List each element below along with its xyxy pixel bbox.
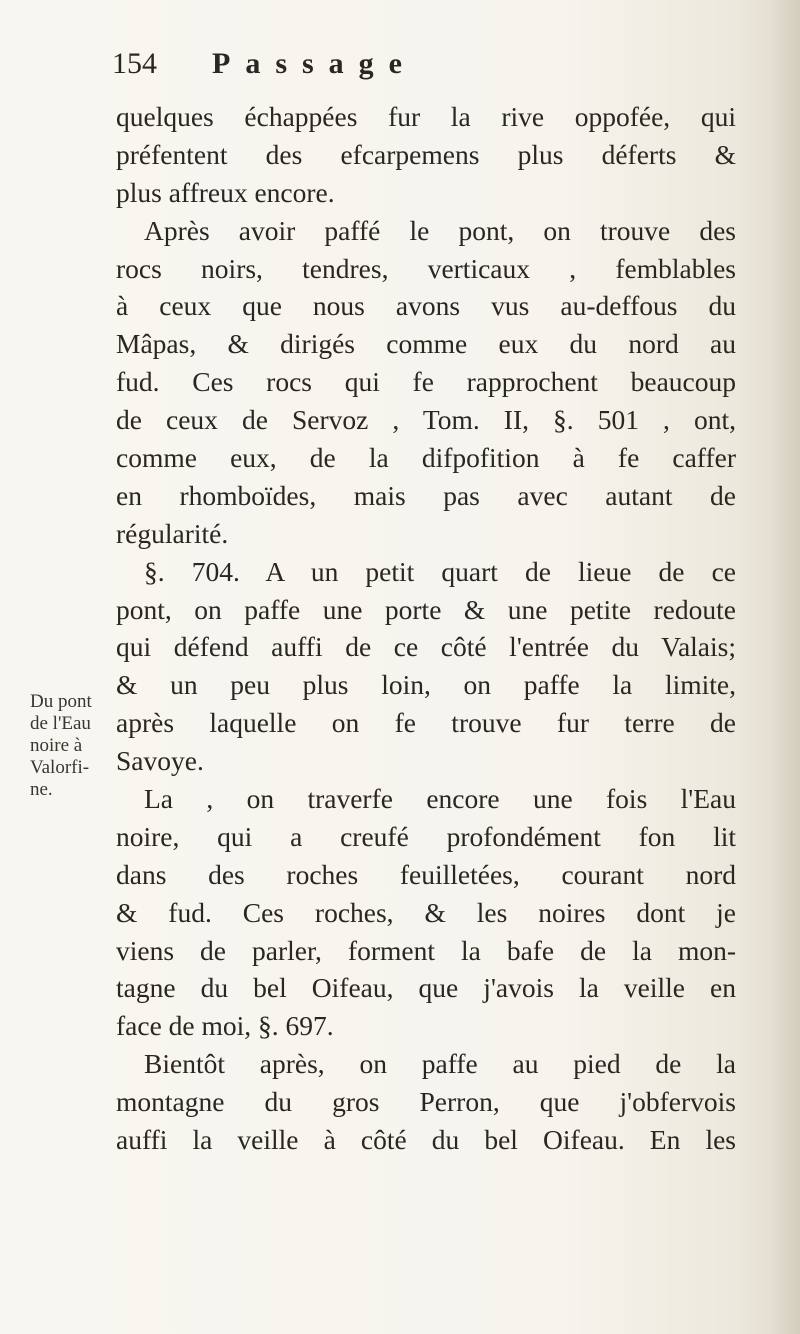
text-line: rocs noirs, tendres, verticaux , femblables bbox=[116, 252, 736, 284]
text-line: tagne du bel Oifeau, que j'avois la veille en bbox=[116, 972, 736, 1004]
margin-note-line: de l'Eau bbox=[30, 713, 91, 734]
text-line: Bientôt après, on paffe au pied de la bbox=[144, 1048, 736, 1080]
text-line: noire, qui a creufé profondément fon lit bbox=[116, 820, 736, 852]
margin-note-line: Valorfi- bbox=[30, 757, 90, 778]
text-line: montagne du gros Perron, que j'obfervois bbox=[116, 1086, 736, 1118]
text-line: auffi la veille à côté du bel Oifeau. En les bbox=[116, 1124, 736, 1156]
page-number: 154 bbox=[112, 47, 157, 80]
text-line: de ceux de Servoz , Tom. II, §. 501 , ont, bbox=[116, 404, 736, 436]
text-line: Mâpas, & dirigés comme eux du nord au bbox=[116, 328, 736, 360]
running-title: Passage bbox=[212, 47, 417, 80]
body-text bbox=[116, 98, 736, 1159]
margin-note-line: Du pont bbox=[30, 691, 92, 712]
text-line: régularité. bbox=[116, 517, 229, 549]
text-line: comme eux, de la difpofition à fe caffer bbox=[116, 442, 736, 474]
text-line: quelques échappées fur la rive oppofée, qui bbox=[116, 101, 736, 132]
text-line: qui défend auffi de ce côté l'entrée du Valais; bbox=[116, 631, 736, 663]
margin-note-line: noire à bbox=[30, 735, 83, 756]
text-line: préfentent des efcarpemens plus déferts & bbox=[116, 138, 736, 170]
page-edge-shadow bbox=[770, 0, 800, 1334]
text-line: fud. Ces rocs qui fe rapprochent beaucoup bbox=[116, 366, 736, 398]
text-line: à ceux que nous avons vus au-deffous du bbox=[116, 290, 736, 322]
text-line: Après avoir paffé le pont, on trouve des bbox=[144, 214, 736, 246]
page-header bbox=[112, 46, 712, 86]
text-line: en rhomboïdes, mais pas avec autant de bbox=[116, 479, 736, 511]
margin-note bbox=[30, 691, 108, 801]
text-line: dans des roches feuilletées, courant nord bbox=[116, 858, 736, 890]
margin-note-line: ne. bbox=[30, 779, 53, 800]
text-line: §. 704. A un petit quart de lieue de ce bbox=[144, 555, 736, 587]
text-line: viens de parler, forment la bafe de la mon- bbox=[116, 934, 736, 966]
text-line: La , on traverfe encore une fois l'Eau bbox=[144, 783, 736, 815]
text-line: & un peu plus loin, on paffe la limite, bbox=[116, 669, 736, 701]
text-line: Savoye. bbox=[116, 745, 204, 777]
text-line: & fud. Ces roches, & les noires dont je bbox=[116, 896, 736, 928]
text-line: après laquelle on fe trouve fur terre de bbox=[116, 707, 736, 739]
text-line: pont, on paffe une porte & une petite redoute bbox=[116, 593, 736, 625]
text-line: plus affreux encore. bbox=[116, 176, 335, 208]
text-line: face de moi, §. 697. bbox=[116, 1010, 334, 1042]
